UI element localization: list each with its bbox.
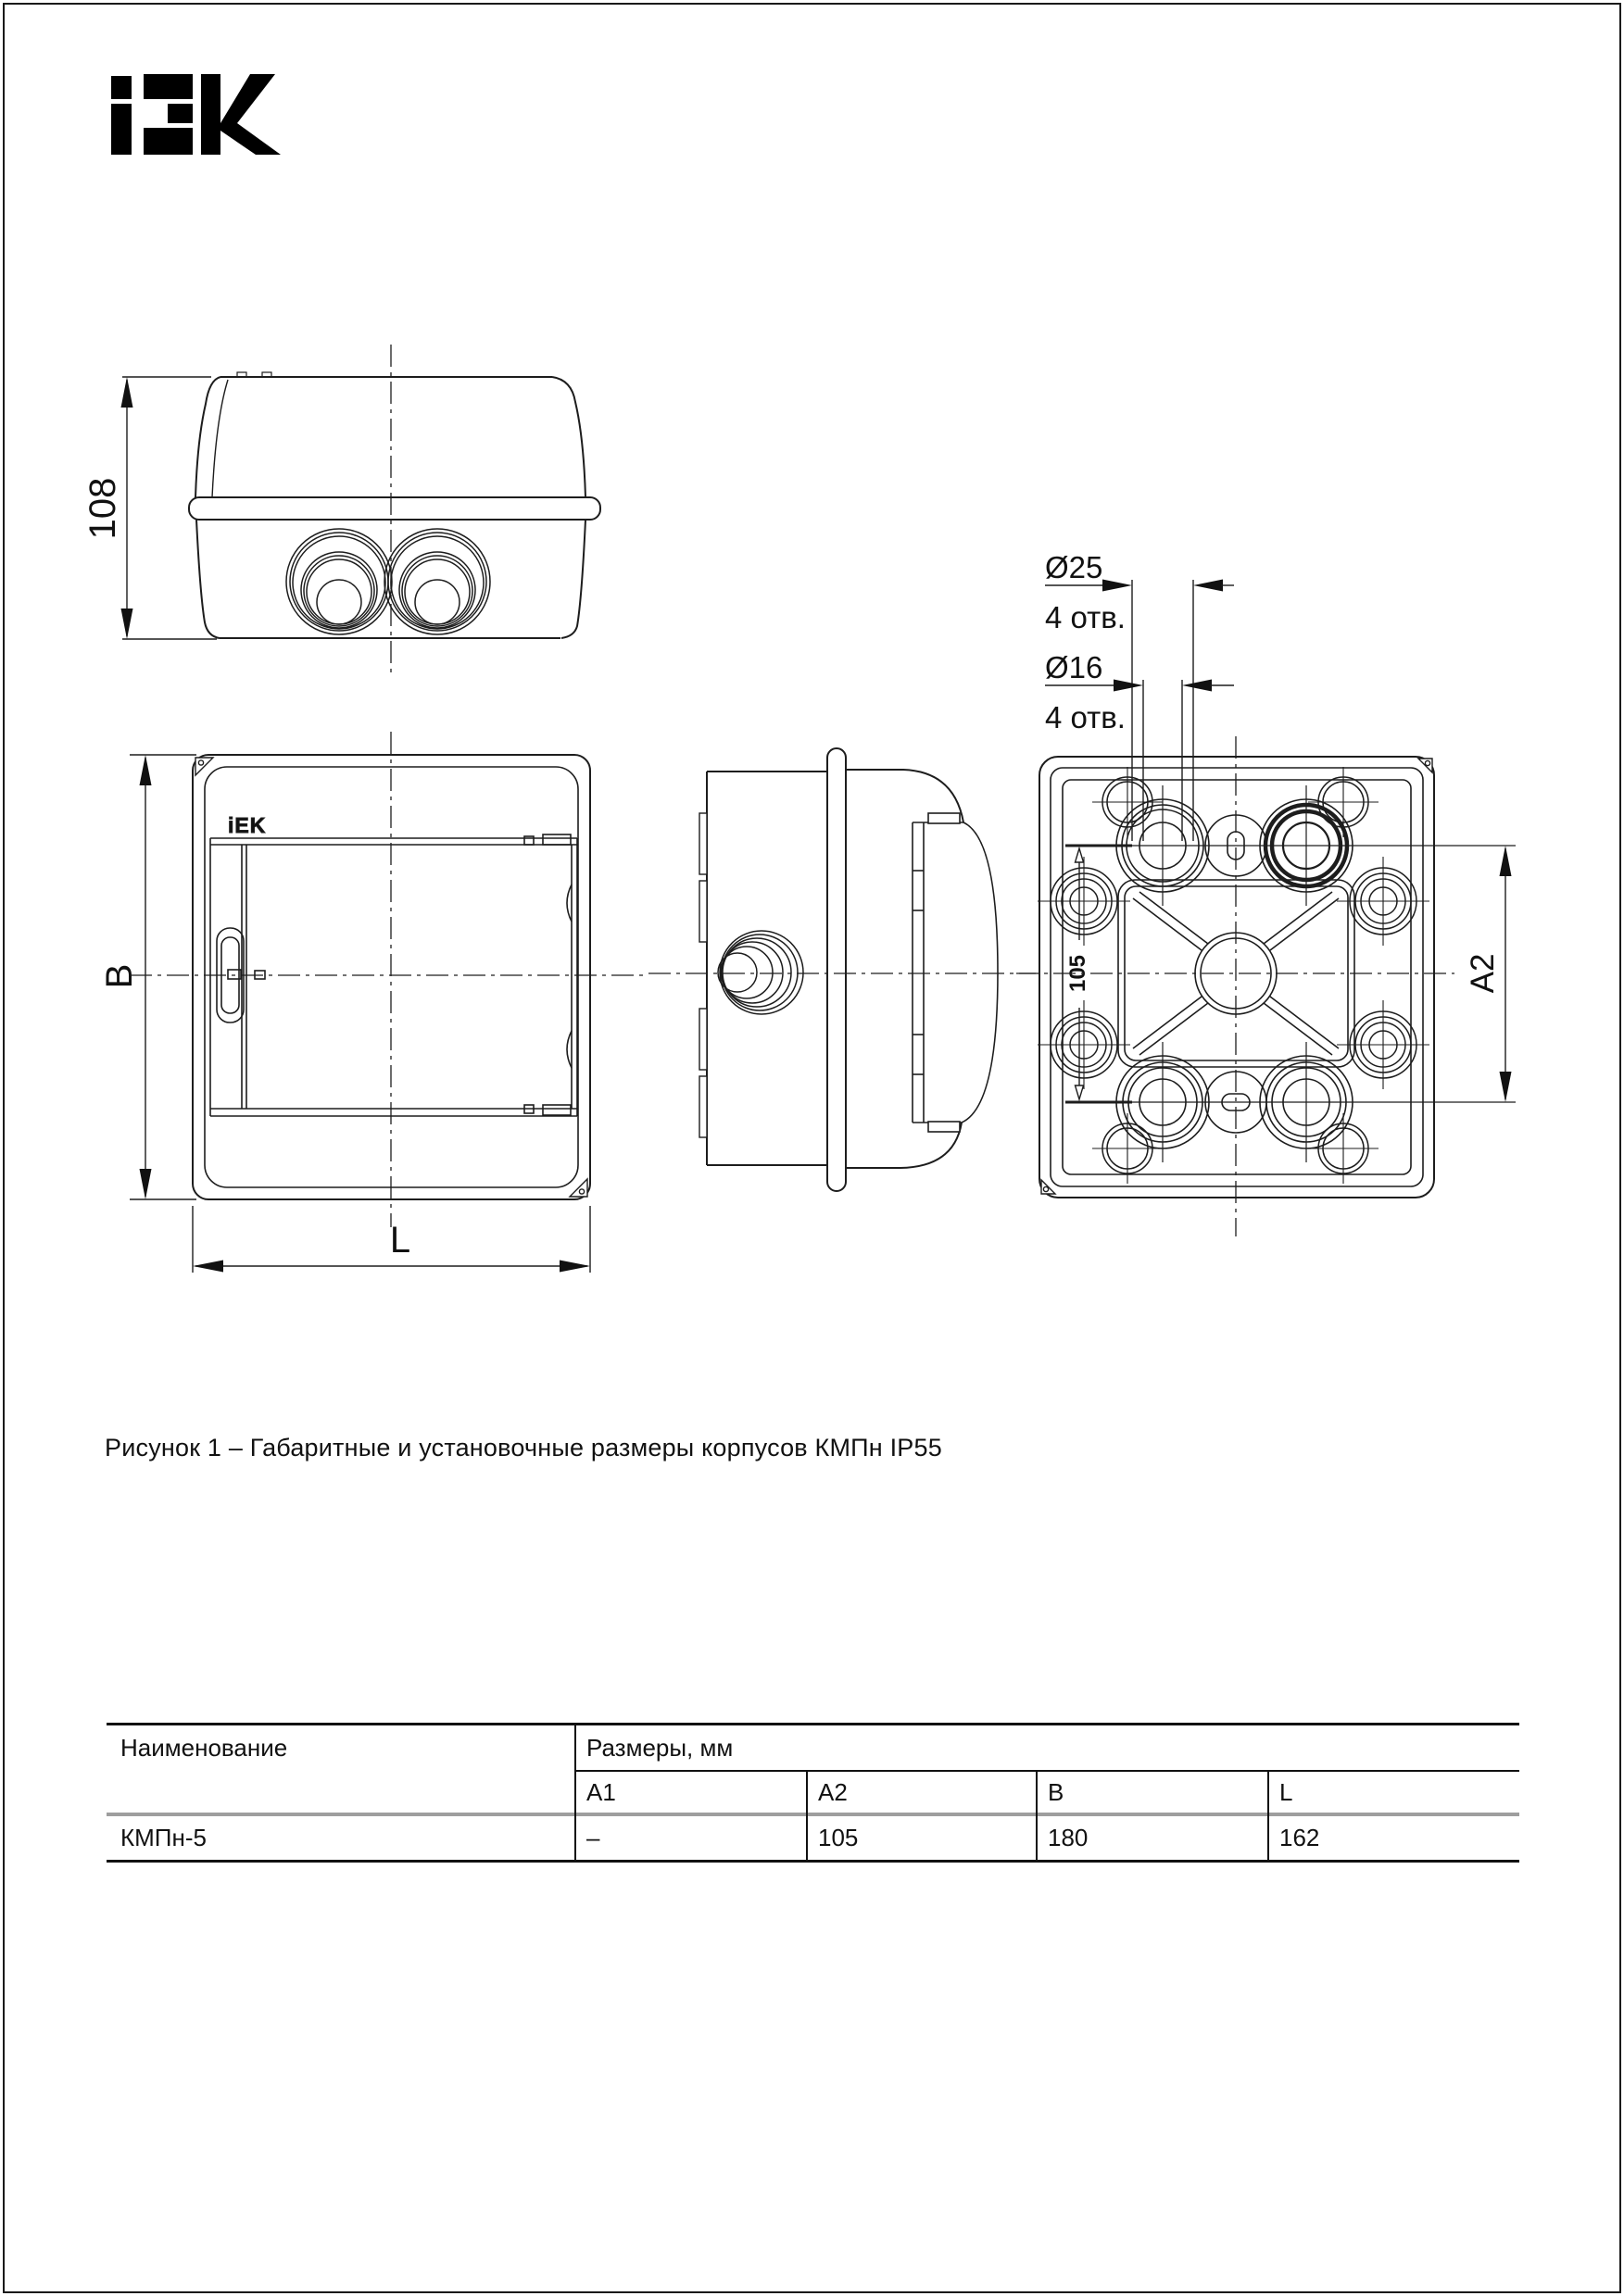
dim-d16-label: Ø16 xyxy=(1045,650,1103,684)
table-row-name: КМПн-5 xyxy=(120,1824,207,1851)
table-col-a1: A1 xyxy=(586,1777,616,1806)
table-header-sizes: Размеры, мм xyxy=(586,1733,734,1762)
dim-d16-qty: 4 отв. xyxy=(1045,700,1126,734)
corner-screw-bottom-right xyxy=(570,1179,587,1197)
cable-gland-right xyxy=(384,529,490,634)
door-profile xyxy=(913,813,998,1132)
corner-screw-top-right xyxy=(1418,759,1432,772)
iek-logo xyxy=(111,74,281,155)
table-row-a1: – xyxy=(586,1824,600,1851)
dim-L-label: L xyxy=(389,1220,411,1261)
back-view xyxy=(1016,550,1516,1236)
corner-screw-top-left xyxy=(195,758,213,775)
dim-d25-label: Ø25 xyxy=(1045,550,1103,584)
mounting-rib xyxy=(827,748,846,1191)
table-vline xyxy=(1267,1770,1269,1863)
hinge-knuckles xyxy=(699,813,707,1137)
table-vline xyxy=(806,1770,808,1863)
table-header-name: Наименование xyxy=(120,1733,288,1762)
table-border-bottom xyxy=(107,1860,1519,1863)
cable-gland-left xyxy=(286,529,392,634)
dim-A2-label: A2 xyxy=(1465,953,1501,994)
dim-B-label: B xyxy=(99,963,140,989)
knockout-top-right xyxy=(1260,785,1353,906)
table-rule-sizes xyxy=(574,1770,1519,1772)
table-vline xyxy=(1036,1770,1038,1863)
table-row-l: 162 xyxy=(1279,1824,1320,1851)
dim-105-label: 105 xyxy=(1065,954,1090,993)
dim-d25-qty: 4 отв. xyxy=(1045,600,1126,634)
table-col-b: B xyxy=(1048,1777,1064,1806)
table-col-a2: A2 xyxy=(818,1777,848,1806)
top-view xyxy=(82,345,600,672)
table-border-top xyxy=(107,1723,1519,1725)
dim-A2 xyxy=(1500,846,1512,1102)
table-vline xyxy=(574,1723,576,1863)
table-row-a2: 105 xyxy=(818,1824,859,1851)
table-row-b: 180 xyxy=(1048,1824,1089,1851)
dim-108-label: 108 xyxy=(82,477,123,540)
side-view xyxy=(648,748,1036,1191)
figure-caption: Рисунок 1 – Габаритные и установочные размеры корпусов КМПн IP55 xyxy=(105,1434,942,1462)
front-view xyxy=(99,732,648,1273)
table-col-l: L xyxy=(1279,1777,1293,1806)
door-logo: iEK xyxy=(228,813,267,837)
side-gland xyxy=(718,931,803,1014)
